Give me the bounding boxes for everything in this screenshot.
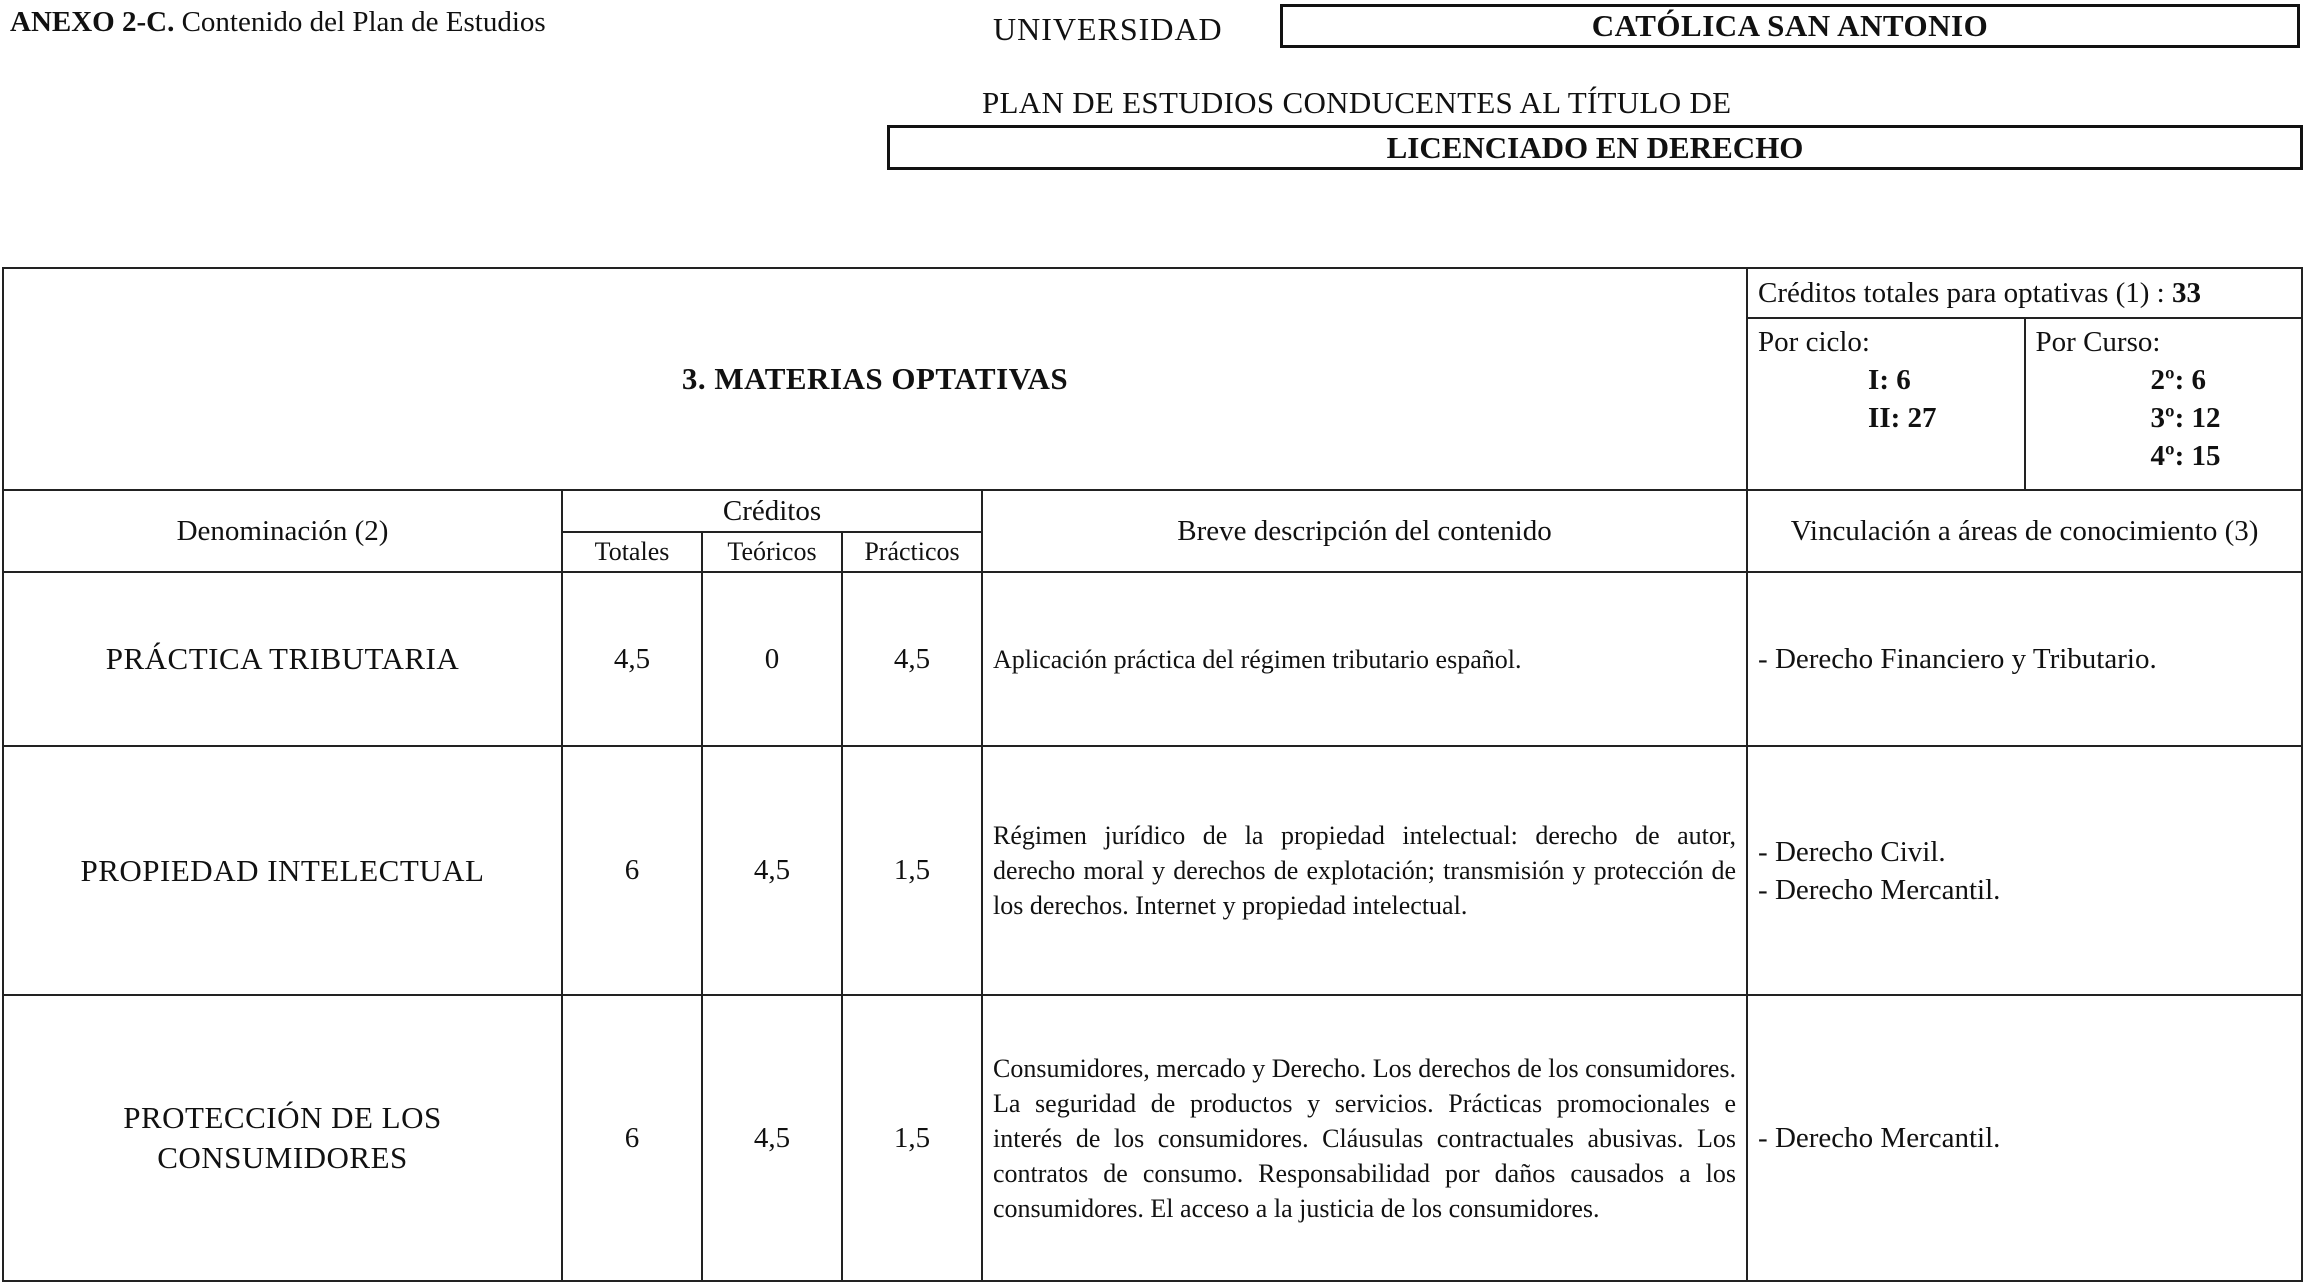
university-label: UNIVERSIDAD xyxy=(993,11,1223,47)
section-title: 3. MATERIAS OPTATIVAS xyxy=(3,268,1747,490)
cycle-2-credits: II: 27 xyxy=(1868,402,1937,434)
course-4-credits: 4º: 15 xyxy=(2150,440,2221,472)
col-practicos: Prácticos xyxy=(842,532,982,572)
col-creditos: Créditos xyxy=(562,490,982,532)
credits-totales: 4,5 xyxy=(562,572,702,746)
section-header-row xyxy=(3,268,2302,318)
optional-subjects-table xyxy=(2,267,2303,1282)
col-totales: Totales xyxy=(562,532,702,572)
credits-practicos: 4,5 xyxy=(842,572,982,746)
col-teoricos: Teóricos xyxy=(702,532,842,572)
subject-description: Aplicación práctica del régimen tributario español. xyxy=(982,572,1747,746)
table-row xyxy=(3,572,2302,746)
knowledge-areas xyxy=(1747,572,2302,746)
credits-total-value: 33 xyxy=(2171,276,2201,309)
by-course xyxy=(2024,319,2302,489)
credits-total-label: Créditos totales para optativas (1) : xyxy=(1758,276,2165,309)
area-item: - Derecho Financiero y Tributario. xyxy=(1758,643,2157,675)
col-denominacion: Denominación (2) xyxy=(3,490,562,572)
subject-description: Consumidores, mercado y Derecho. Los derechos de los consumidores. La seguridad de productos y servicios. Prácticas promocionales e interés de los consumidores. Cláusulas contractuales abusivas. Los contratos de consumo. Responsabilidad por daños causados a los consumidores. El acceso a la justicia de los consumidores. xyxy=(982,995,1747,1281)
credits-teoricos: 0 xyxy=(702,572,842,746)
by-course-label: Por Curso: xyxy=(2035,326,2161,358)
column-header-row xyxy=(3,490,2302,532)
university-name-box: CATÓLICA SAN ANTONIO xyxy=(1280,4,2300,48)
course-2-credits: 2º: 6 xyxy=(2150,364,2207,396)
degree-name-box: LICENCIADO EN DERECHO xyxy=(887,125,2303,170)
annex-title xyxy=(10,6,546,39)
area-item: - Derecho Mercantil. xyxy=(1758,1122,2001,1154)
cycle-1-credits: I: 6 xyxy=(1868,364,1911,396)
credits-distribution xyxy=(1747,318,2302,490)
annex-label: ANEXO 2-C. xyxy=(10,6,175,38)
table-row xyxy=(3,995,2302,1281)
credits-practicos: 1,5 xyxy=(842,746,982,995)
credits-teoricos: 4,5 xyxy=(702,746,842,995)
credits-practicos: 1,5 xyxy=(842,995,982,1281)
by-cycle-label: Por ciclo: xyxy=(1758,326,1870,358)
credits-totales: 6 xyxy=(562,995,702,1281)
knowledge-areas xyxy=(1747,746,2302,995)
credits-teoricos: 4,5 xyxy=(702,995,842,1281)
subject-name: PROPIEDAD INTELECTUAL xyxy=(3,746,562,995)
by-cycle xyxy=(1748,319,2024,489)
credits-totales: 6 xyxy=(562,746,702,995)
col-descripcion: Breve descripción del contenido xyxy=(982,490,1747,572)
credits-total xyxy=(1747,268,2302,318)
table-row xyxy=(3,746,2302,995)
annex-text: Contenido del Plan de Estudios xyxy=(181,6,546,38)
subject-description: Régimen jurídico de la propiedad intelectual: derecho de autor, derecho moral y derechos de explotación; transmisión y protección de los derechos. Internet y propiedad intelectual. xyxy=(982,746,1747,995)
knowledge-areas xyxy=(1747,995,2302,1281)
plan-label: PLAN DE ESTUDIOS CONDUCENTES AL TÍTULO DE xyxy=(982,85,1732,120)
area-item: - Derecho Civil. xyxy=(1758,835,1946,868)
subject-name: PROTECCIÓN DE LOS CONSUMIDORES xyxy=(3,995,562,1281)
area-item: - Derecho Mercantil. xyxy=(1758,873,2001,906)
course-3-credits: 3º: 12 xyxy=(2150,402,2221,434)
subject-name: PRÁCTICA TRIBUTARIA xyxy=(3,572,562,746)
col-vinculacion: Vinculación a áreas de conocimiento (3) xyxy=(1747,490,2302,572)
